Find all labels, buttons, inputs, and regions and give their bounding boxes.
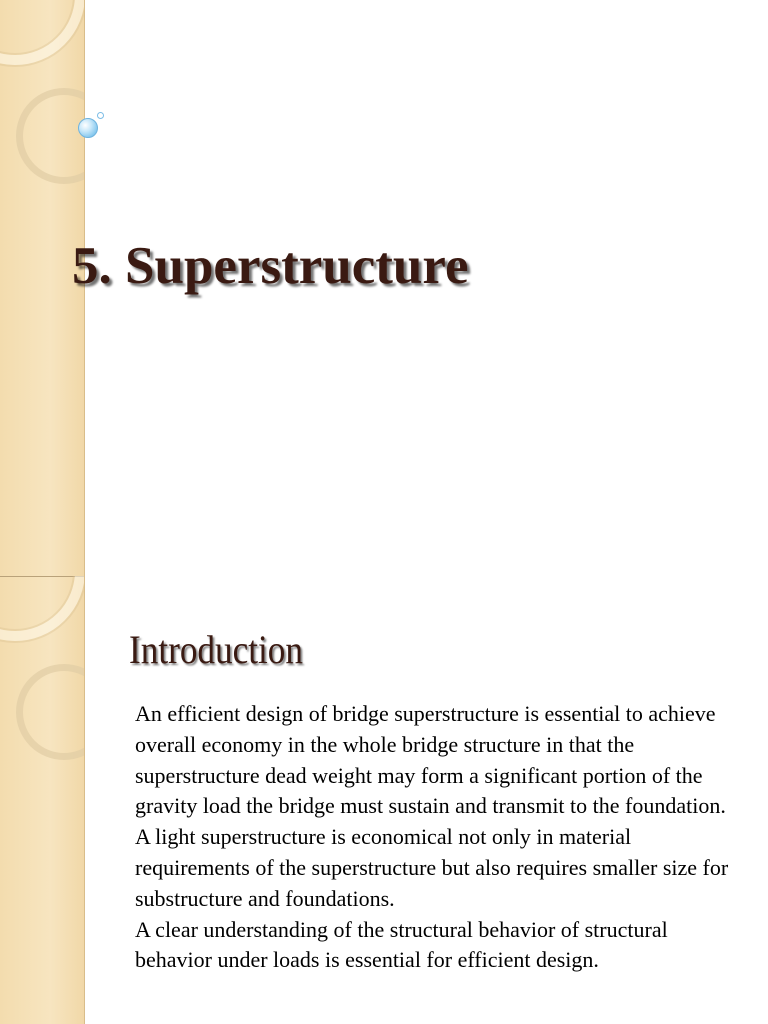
decorative-ring-icon (16, 664, 85, 760)
paragraph: A clear understanding of the structural behavior of structural behavior under loads is essential for efficient design. (135, 916, 668, 973)
bubble-icon (78, 118, 98, 138)
paragraph: A light superstructure is economical not only in material requirements of the superstructure but also requires smaller size for substructure and foundations. (135, 824, 729, 911)
decorative-sidebar (0, 576, 85, 1024)
decorative-ring-icon (0, 576, 85, 641)
decorative-ring-icon (0, 0, 85, 65)
paragraph: An efficient design of bridge superstructure is essential to achieve overall economy in the whole bridge structure in that the superstructure dead weight may form a significant portion of the gravity load the bridge must sustain and transmit to the foundation. (135, 701, 726, 819)
small-bubble-icon (97, 112, 104, 119)
section-heading: Introduction (129, 627, 304, 672)
body-text (135, 699, 745, 976)
slide-introduction (0, 576, 768, 1024)
slide-title-text: 5. Superstructure (72, 237, 469, 295)
decorative-ring-icon (16, 88, 85, 184)
